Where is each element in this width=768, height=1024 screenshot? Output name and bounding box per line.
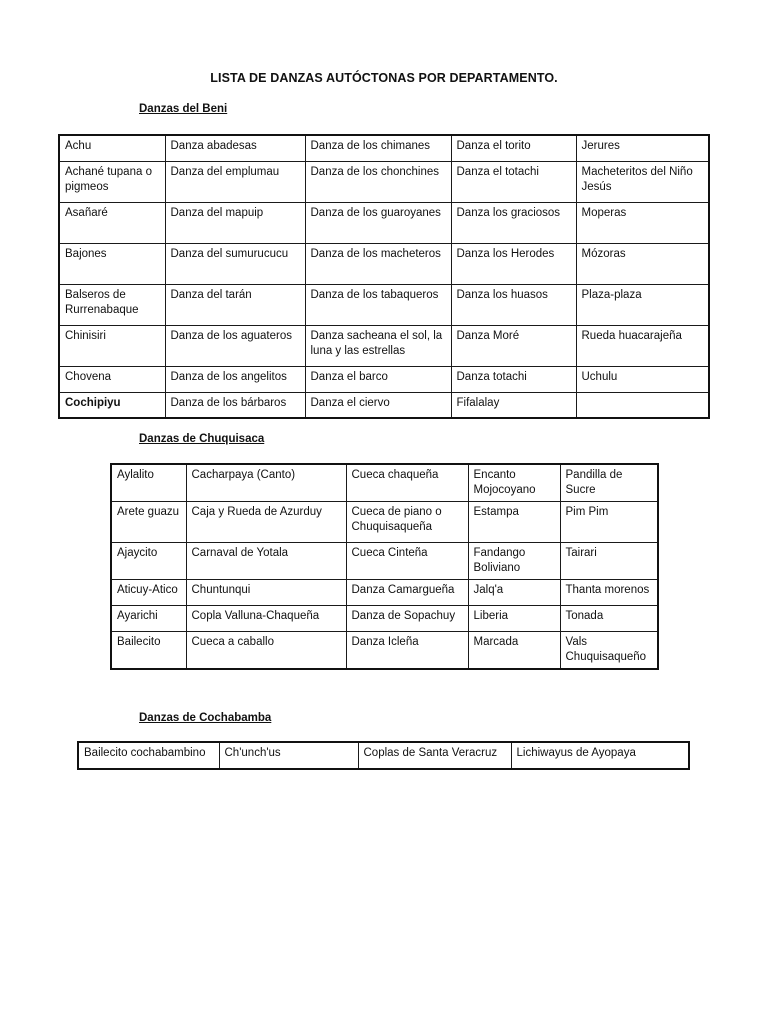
table-cell: Bailecito (111, 632, 186, 670)
beni-dance-table (58, 134, 710, 419)
table-cell: Danza Icleña (346, 632, 468, 670)
table-row (78, 742, 689, 769)
table-cell: Pandilla de Sucre (560, 464, 658, 502)
cochabamba-dance-table (77, 741, 690, 770)
table-cell: Danza de Sopachuy (346, 606, 468, 632)
table-cell: Balseros de Rurrenabaque (59, 284, 165, 325)
table-cell: Danza de los chonchines (305, 161, 451, 202)
section-heading-beni: Danzas del Beni (139, 103, 228, 115)
table-row (111, 606, 658, 632)
table-cell: Ch'unch'us (219, 742, 358, 769)
table-cell: Danza totachi (451, 366, 576, 392)
section-heading-chuquisaca: Danzas de Chuquisaca (139, 433, 265, 445)
table-cell: Liberia (468, 606, 560, 632)
table-row (111, 543, 658, 580)
table-cell: Danza Camargueña (346, 580, 468, 606)
table-cell: Cacharpaya (Canto) (186, 464, 346, 502)
table-cell: Copla Valluna-Chaqueña (186, 606, 346, 632)
table-row (59, 284, 709, 325)
table-row (111, 464, 658, 502)
table-row (59, 392, 709, 418)
table-cell: Tonada (560, 606, 658, 632)
table-row (59, 161, 709, 202)
table-cell: Uchulu (576, 366, 709, 392)
table-cell: Estampa (468, 502, 560, 543)
table-cell: Danza los graciosos (451, 202, 576, 243)
table-cell: Danza de los tabaqueros (305, 284, 451, 325)
table-cell: Encanto Mojocoyano (468, 464, 560, 502)
table-cell: Fifalalay (451, 392, 576, 418)
table-row (59, 135, 709, 161)
table-cell: Jerures (576, 135, 709, 161)
table-cell: Mózoras (576, 243, 709, 284)
table-cell: Danza de los guaroyanes (305, 202, 451, 243)
table-cell: Danza del sumurucucu (165, 243, 305, 284)
table-cell: Danza de los macheteros (305, 243, 451, 284)
table-cell: Thanta morenos (560, 580, 658, 606)
table-cell: Danza de los chimanes (305, 135, 451, 161)
table-cell: Danza el torito (451, 135, 576, 161)
section-heading-cochabamba: Danzas de Cochabamba (139, 712, 272, 724)
table-cell: Achu (59, 135, 165, 161)
table-cell: Vals Chuquisaqueño (560, 632, 658, 670)
table-cell: Chinisiri (59, 325, 165, 366)
table-cell: Macheteritos del Niño Jesús (576, 161, 709, 202)
table-cell: Achané tupana o pigmeos (59, 161, 165, 202)
table-cell: Rueda huacarajeña (576, 325, 709, 366)
table-cell: Fandango Boliviano (468, 543, 560, 580)
table-cell: Carnaval de Yotala (186, 543, 346, 580)
page-title: LISTA DE DANZAS AUTÓCTONAS POR DEPARTAMENTO. (210, 71, 558, 85)
table-cell: Danza Moré (451, 325, 576, 366)
table-cell: Ayarichi (111, 606, 186, 632)
table-cell: Plaza-plaza (576, 284, 709, 325)
table-row (111, 502, 658, 543)
table-cell: Caja y Rueda de Azurduy (186, 502, 346, 543)
table-cell: Danza del tarán (165, 284, 305, 325)
table-cell: Danza sacheana el sol, la luna y las estrellas (305, 325, 451, 366)
table-row (111, 632, 658, 670)
table-cell: Cueca a caballo (186, 632, 346, 670)
table-cell: Chovena (59, 366, 165, 392)
table-cell: Asañaré (59, 202, 165, 243)
table-row (59, 243, 709, 284)
table-cell: Danza del mapuip (165, 202, 305, 243)
table-cell: Bailecito cochabambino (78, 742, 219, 769)
table-row (59, 202, 709, 243)
table-cell: Aticuy-Atico (111, 580, 186, 606)
table-cell: Danza el ciervo (305, 392, 451, 418)
table-cell: Jalq'a (468, 580, 560, 606)
table-cell: Pim Pim (560, 502, 658, 543)
table-row (59, 325, 709, 366)
table-cell: Danza del emplumau (165, 161, 305, 202)
table-row (111, 580, 658, 606)
table-cell: Bajones (59, 243, 165, 284)
table-cell: Aylalito (111, 464, 186, 502)
table-cell: Moperas (576, 202, 709, 243)
table-cell: Danza el totachi (451, 161, 576, 202)
table-cell: Coplas de Santa Veracruz (358, 742, 511, 769)
table-cell: Cueca chaqueña (346, 464, 468, 502)
table-cell: Cueca Cinteña (346, 543, 468, 580)
table-cell (576, 392, 709, 418)
table-cell: Arete guazu (111, 502, 186, 543)
table-cell: Tairari (560, 543, 658, 580)
table-cell: Danza de los bárbaros (165, 392, 305, 418)
table-cell: Ajaycito (111, 543, 186, 580)
table-cell: Danza el barco (305, 366, 451, 392)
table-cell: Danza de los angelitos (165, 366, 305, 392)
table-cell: Danza de los aguateros (165, 325, 305, 366)
table-cell: Marcada (468, 632, 560, 670)
table-cell: Danza los huasos (451, 284, 576, 325)
table-cell: Danza los Herodes (451, 243, 576, 284)
table-cell: Cueca de piano o Chuquisaqueña (346, 502, 468, 543)
table-cell: Lichiwayus de Ayopaya (511, 742, 689, 769)
table-cell: Chuntunqui (186, 580, 346, 606)
table-row (59, 366, 709, 392)
chuquisaca-dance-table (110, 463, 659, 670)
table-cell: Danza abadesas (165, 135, 305, 161)
table-cell: Cochipiyu (59, 392, 165, 418)
